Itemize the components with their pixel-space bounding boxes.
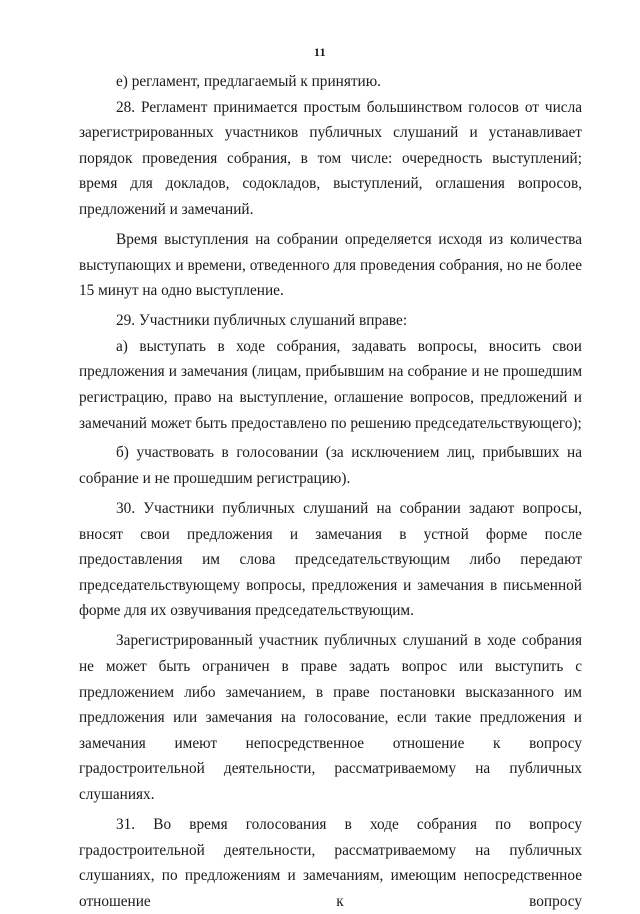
paragraph-speech-time: Время выступления на собрании определяется исходя из количества выступающих и времени, отведенного для проведения собрания, но не более 15 минут на одно выступление. (79, 230, 582, 300)
paragraph-registered-participant: Зарегистрированный участник публичных слушаний в ходе собрания не может быть ограничен в праве задать вопрос или выступить с предложением либо замечанием, в праве постановки высказанного им предложения или замечания на голосование, если такие предложения и замечания имеют непосредственное отношение к вопросу градостроительной деятельности, рассматриваемому на публичных слушаниях. (79, 632, 582, 803)
paragraph-clause-31: 31. Во время голосования в ходе собрания по вопросу градостроительной деятельности, рассматриваемому на публичных слушаниях, по предложениям и замечаниям, имеющим непосредственное отношение к вопросу (79, 815, 582, 910)
paragraph-clause-30: 30. Участники публичных слушаний на собрании задают вопросы, вносят свои предложения и замечания в устной форме после предоставления им слова председательствующим либо передают председательствующему вопросы, предложения и замечания в письменной форме для их озвучивания председательствующим. (79, 500, 582, 620)
page-number: 11 (313, 45, 327, 59)
document-body (79, 69, 582, 914)
paragraph-item-a: а) выступать в ходе собрания, задавать вопросы, вносить свои предложения и замечания (лицам, прибывшим на собрание и не прошедшим регистрацию, право на выступление, оглашение вопросов, предложений и замечаний может быть предоставлено по решению председательствующего); (79, 337, 582, 432)
paragraph-clause-29: 29. Участники публичных слушаний вправе: (116, 312, 408, 330)
paragraph-clause-28: 28. Регламент принимается простым большинством голосов от числа зарегистрированных участников публичных слушаний и устанавливает порядок проведения собрания, в том числе: очередность выступлений; время для докладов, содокладов, выступлений, оглашения вопросов, предложений и замечаний. (79, 98, 582, 218)
paragraph-item-b: б) участвовать в голосовании (за исключением лиц, прибывших на собрание и не прошедшим регистрацию). (79, 444, 582, 488)
paragraph-item-e: е) регламент, предлагаемый к принятию. (116, 73, 381, 90)
